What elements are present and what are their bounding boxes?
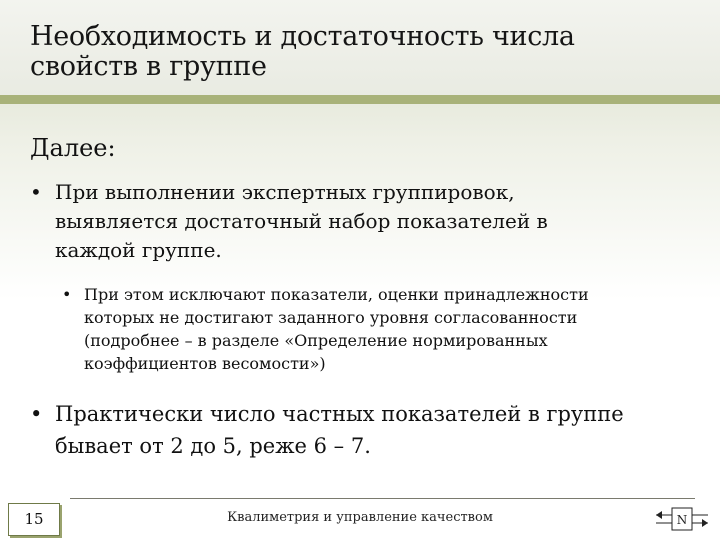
slide-title-line: Необходимость и достаточность числа: [30, 21, 575, 52]
navigation-arrows-icon: [652, 505, 712, 533]
bullet-text: [55, 178, 690, 265]
title-band: [0, 0, 720, 95]
title-divider: [0, 95, 720, 104]
slide-content: [0, 104, 720, 490]
navigation-icon[interactable]: [652, 505, 712, 533]
footer-divider: [70, 498, 695, 499]
bullet-line: При выполнении экспертных группировок,: [55, 180, 515, 204]
footer-text: Квалиметрия и управление качеством: [227, 510, 493, 525]
page-number: 15: [8, 503, 60, 536]
bullet-icon: •: [30, 180, 42, 204]
bullet-line: Практически число частных показателей в группе: [55, 402, 624, 426]
bullet-line: При этом исключают показатели, оценки принадлежности: [84, 285, 589, 304]
bullet-line: которых не достигают заданного уровня согласованности: [84, 308, 578, 327]
bullet-text: [55, 398, 690, 462]
bullet-icon: •: [62, 285, 72, 304]
sub-bullet-text: [84, 283, 692, 375]
bullet-line: выявляется достаточный набор показателей в: [55, 209, 548, 233]
bullet-line: коэффициентов весомости»): [84, 354, 326, 373]
slide-title-line: свойств в группе: [30, 51, 267, 82]
bullet-line: (подробнее – в разделе «Определение нормированных: [84, 331, 548, 350]
bullet-line: каждой группе.: [55, 238, 222, 262]
intro-heading: Далее:: [30, 134, 116, 162]
slide-title: [30, 22, 575, 82]
bullet-icon: •: [30, 402, 43, 426]
navigation-label: N: [676, 513, 688, 527]
bullet-line: бывает от 2 до 5, реже 6 – 7.: [55, 434, 371, 458]
